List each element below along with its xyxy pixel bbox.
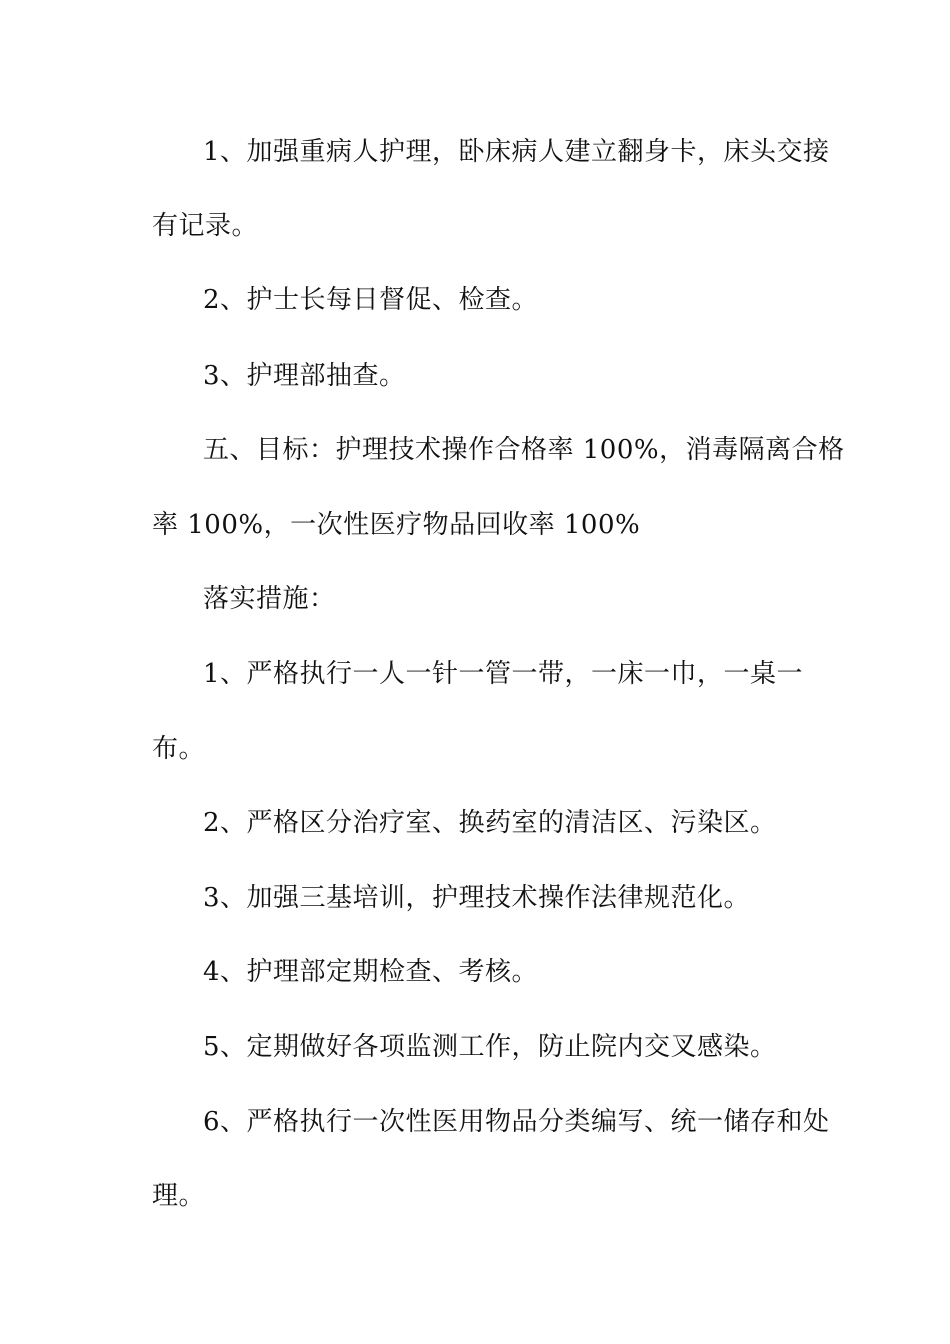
paragraph-line: 1、严格执行一人一针一管一带，一床一巾，一桌一	[203, 659, 804, 689]
paragraph-line: 2、护士长每日督促、检查。	[203, 285, 539, 315]
paragraph-line: 4、护理部定期检查、考核。	[203, 957, 539, 987]
paragraph-line: 理。	[152, 1181, 206, 1211]
paragraph-line: 率 100%，一次性医疗物品回收率 100%	[152, 510, 641, 540]
paragraph-line: 3、加强三基培训，护理技术操作法律规范化。	[203, 883, 751, 913]
paragraph-line: 2、严格区分治疗室、换药室的清洁区、污染区。	[203, 808, 777, 838]
paragraph-line: 五、目标：护理技术操作合格率 100%，消毒隔离合格	[203, 435, 845, 465]
paragraph-line: 布。	[152, 734, 206, 764]
paragraph-line: 3、护理部抽查。	[203, 361, 406, 391]
paragraph-line: 6、严格执行一次性医用物品分类编写、统一储存和处	[203, 1107, 830, 1137]
paragraph-line: 有记录。	[152, 211, 259, 241]
paragraph-line: 落实措施：	[203, 584, 336, 614]
paragraph-line: 5、定期做好各项监测工作，防止院内交叉感染。	[203, 1032, 777, 1062]
paragraph-line: 1、加强重病人护理，卧床病人建立翻身卡，床头交接	[203, 137, 830, 167]
